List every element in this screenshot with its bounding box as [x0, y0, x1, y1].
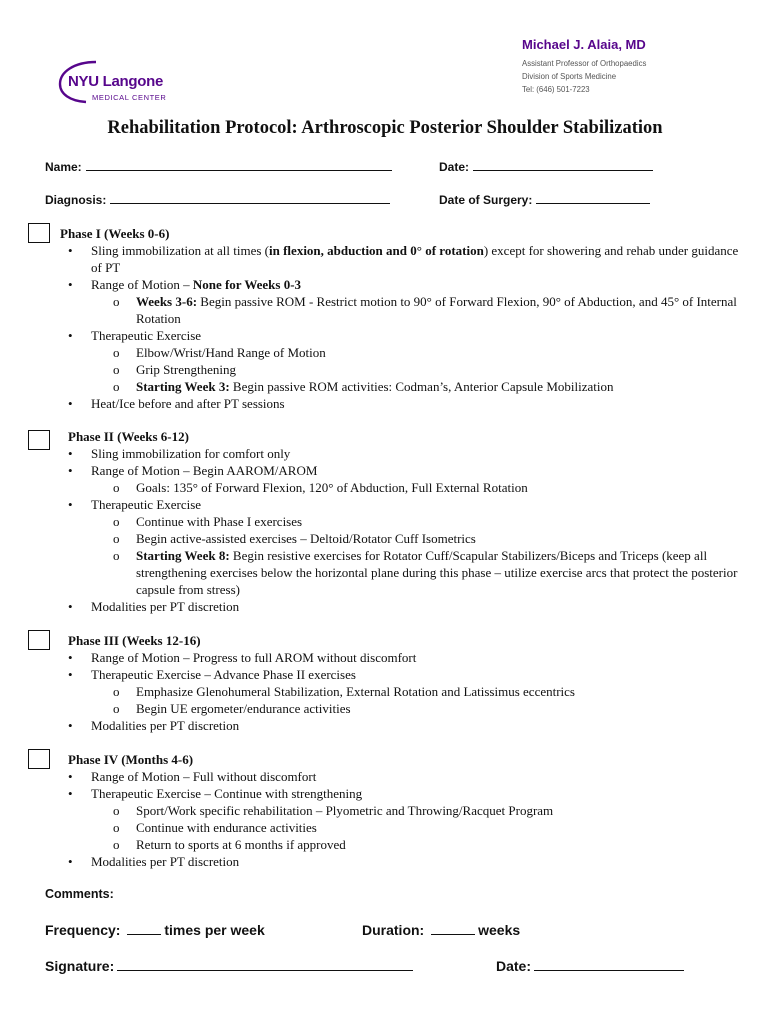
phase-1-checkbox[interactable]	[28, 223, 50, 243]
duration-field[interactable]	[362, 922, 520, 938]
surgery-date-label: Date of Surgery:	[439, 193, 533, 207]
phase-3-checkbox[interactable]	[28, 630, 50, 650]
list-item: • Therapeutic Exercise – Advance Phase II exercises	[60, 666, 750, 683]
sub-list-item: o Continue with Phase I exercises	[60, 513, 750, 530]
name-field[interactable]	[45, 159, 392, 175]
sub-list-item: o Grip Strengthening	[60, 361, 750, 378]
diagnosis-label: Diagnosis:	[45, 193, 107, 207]
doctor-name: Michael J. Alaia, MD	[522, 37, 646, 52]
duration-label: Duration:	[362, 922, 425, 938]
signature-field[interactable]	[45, 958, 416, 974]
phase-1-section	[60, 225, 750, 412]
frequency-blank[interactable]	[127, 922, 161, 935]
nyu-langone-logo	[56, 58, 186, 104]
phase-3-heading: Phase III (Weeks 12-16)	[68, 633, 201, 648]
logo-subline: MEDICAL CENTER	[92, 93, 167, 102]
list-item: • Heat/Ice before and after PT sessions	[60, 395, 750, 412]
list-item: • Therapeutic Exercise – Continue with strengthening	[60, 785, 750, 802]
diagnosis-field[interactable]	[45, 192, 390, 208]
list-item: • Range of Motion – None for Weeks 0-3	[60, 276, 750, 293]
signature-date-blank[interactable]	[534, 958, 684, 971]
name-blank[interactable]	[86, 159, 392, 171]
date-field[interactable]	[439, 159, 653, 175]
sub-list-item: o Begin UE ergometer/endurance activities	[60, 700, 750, 717]
list-item: • Range of Motion – Begin AAROM/AROM	[60, 462, 750, 479]
doctor-title: Assistant Professor of Orthopaedics	[522, 59, 647, 68]
signature-label: Signature:	[45, 958, 115, 974]
phase-2-section	[60, 428, 750, 615]
sub-list-item: o Elbow/Wrist/Hand Range of Motion	[60, 344, 750, 361]
duration-blank[interactable]	[431, 922, 475, 935]
phase-1-heading: Phase I (Weeks 0-6)	[60, 226, 170, 241]
sub-list-item: o Weeks 3-6: Begin passive ROM - Restrict motion to 90° of Forward Flexion, 90° of Abduction, and 45° of Internal Rotation	[60, 293, 750, 327]
list-item: • Modalities per PT discretion	[60, 717, 750, 734]
diagnosis-blank[interactable]	[110, 192, 390, 204]
comments-label: Comments:	[45, 887, 114, 901]
sub-list-item: o Sport/Work specific rehabilitation – Plyometric and Throwing/Racquet Program	[60, 802, 750, 819]
list-item: • Range of Motion – Progress to full AROM without discomfort	[60, 649, 750, 666]
phase-2-checkbox[interactable]	[28, 430, 50, 450]
sub-list-item: o Continue with endurance activities	[60, 819, 750, 836]
phase-3-section	[60, 632, 750, 734]
doctor-info	[522, 36, 742, 96]
list-item: • Therapeutic Exercise	[60, 496, 750, 513]
list-item: • Therapeutic Exercise	[60, 327, 750, 344]
page-title: Rehabilitation Protocol: Arthroscopic Posterior Shoulder Stabilization	[107, 118, 663, 138]
sub-list-item: o Begin active-assisted exercises – Deltoid/Rotator Cuff Isometrics	[60, 530, 750, 547]
logo-wordmark: NYU Langone	[68, 73, 164, 90]
duration-unit: weeks	[478, 922, 521, 938]
doctor-division: Division of Sports Medicine	[522, 72, 617, 81]
date-blank[interactable]	[473, 159, 653, 171]
frequency-field[interactable]	[45, 922, 265, 938]
phase-2-heading: Phase II (Weeks 6-12)	[68, 429, 189, 444]
phase-4-checkbox[interactable]	[28, 749, 50, 769]
list-item: • Modalities per PT discretion	[60, 853, 750, 870]
surgery-date-blank[interactable]	[536, 192, 650, 204]
list-item: • Sling immobilization at all times (in flexion, abduction and 0° of rotation) except for showering and rehab under guidance of PT	[60, 242, 750, 276]
sub-list-item: o Return to sports at 6 months if approved	[60, 836, 750, 853]
list-item: • Modalities per PT discretion	[60, 598, 750, 615]
list-item: • Range of Motion – Full without discomfort	[60, 768, 750, 785]
frequency-unit: times per week	[164, 922, 265, 938]
sub-list-item: o Starting Week 8: Begin resistive exercises for Rotator Cuff/Scapular Stabilizers/Biceps and Triceps (keep all strengthening exercises below the horizontal plane during this phase – utilize exercise arcs that protect the posterior capsule from stress)	[60, 547, 750, 598]
sub-list-item: o Goals: 135° of Forward Flexion, 120° of Abduction, Full External Rotation	[60, 479, 750, 496]
name-label: Name:	[45, 160, 82, 174]
signature-blank[interactable]	[117, 958, 413, 971]
frequency-label: Frequency:	[45, 922, 121, 938]
list-item: • Sling immobilization for comfort only	[60, 445, 750, 462]
signature-date-label: Date:	[496, 958, 532, 974]
sub-list-item: o Emphasize Glenohumeral Stabilization, External Rotation and Latissimus eccentrics	[60, 683, 750, 700]
surgery-date-field[interactable]	[439, 192, 650, 208]
signature-date-field[interactable]	[496, 958, 687, 974]
date-label: Date:	[439, 160, 470, 174]
phase-4-heading: Phase IV (Months 4-6)	[68, 752, 194, 767]
phase-4-section	[60, 751, 750, 870]
doctor-phone: Tel: (646) 501-7223	[522, 85, 590, 94]
sub-list-item: o Starting Week 3: Begin passive ROM activities: Codman’s, Anterior Capsule Mobilization	[60, 378, 750, 395]
